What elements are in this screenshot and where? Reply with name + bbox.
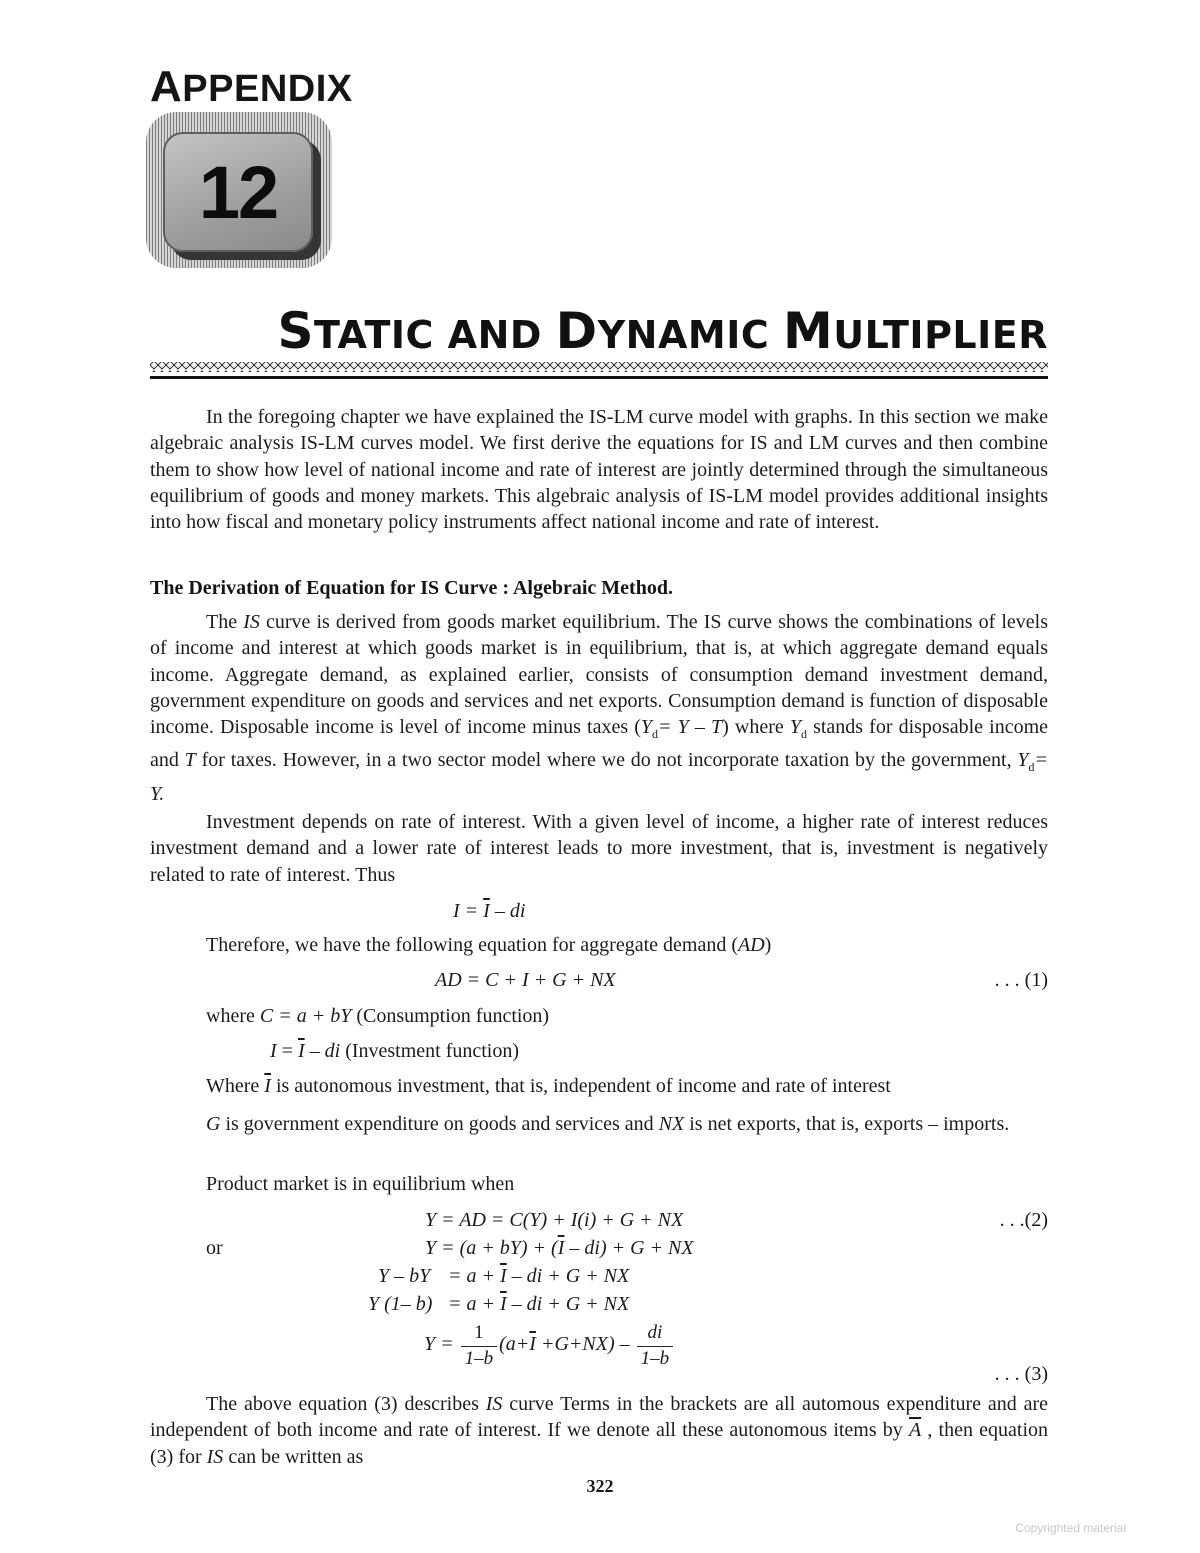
is-curve-paragraph: The IS curve is derived from goods market equilibrium. The IS curve shows the combinations of levels of income and interest at which goods market is in equilibrium, that is, at which aggregate demand equals income. Aggregate demand, as explained earlier, consists of consumption demand investment demand, government expenditure on goods and services and net exports. Consumption demand is function of disposable income. Disposable income is level of income minus taxes $(Y_d= Y - T)$ where $Y_d$ stands for disposable income and T for taxes. However, in a two sector model where we do not incorporate taxation by the government, $Y_d= Y$. <box>150 611 1049 805</box>
chapter-number: 12 <box>198 150 278 234</box>
fraction-interest: $\frac{di}{1-b}$ <box>637 1320 674 1371</box>
product-market-line: Product market is in equilibrium when <box>206 1173 515 1195</box>
autonomous-investment-line: Where $\overline{I}$ is autonomous investment, that is, independent of income and rate of interest <box>206 1075 891 1097</box>
decorative-divider <box>150 360 1048 384</box>
copyright-watermark: Copyrighted material <box>1015 1521 1126 1535</box>
fraction-multiplier: $\frac{1}{1-b}$ <box>461 1320 498 1371</box>
equation-y-one-minus-b: Y (1– b) <box>368 1293 433 1315</box>
equation-expanded: $Y = (a + bY) + (\overline{I} - di) + G$ + NX <box>425 1237 694 1259</box>
page-number: 322 <box>586 1476 614 1496</box>
equation-2-number: . . .(2) <box>999 1209 1048 1231</box>
therefore-line: Therefore, we have the following equation for aggregate demand (AD) <box>206 934 772 956</box>
equation-3-number: . . . (3) <box>994 1363 1048 1385</box>
equation-1-number: . . . (1) <box>994 969 1048 991</box>
equation-2: Y = AD = C(Y) + I(i) + G + NX <box>425 1209 684 1231</box>
consumption-function: where C = a + bY (Consumption function) <box>206 1005 550 1027</box>
appendix-label: APPENDIX <box>150 62 353 111</box>
chapter-title: STATIC AND DYNAMIC MULTIPLIER <box>277 302 1048 360</box>
intro-paragraph: In the foregoing chapter we have explained the IS-LM curve model with graphs. In this section we make algebraic analysis IS-LM curves model. We first derive the equations for IS and LM curves and then combine them to show how level of national income and rate of interest are jointly determined through the simultaneous equilibrium of goods and money markets. This algebraic analysis of IS-LM model provides additional insights into how fiscal and monetary policy instruments affect national income and rate of interest. <box>150 406 1048 534</box>
above-equation-paragraph: The above equation (3) describes IS curve Terms in the brackets are all automous expenditure and are independent of both income and rate of interest. If we denote all these autonomous items by $\overline{A}$ , then equation (3) for IS can be written as <box>150 1393 1049 1468</box>
investment-equation: $I = \overline{I}$ – di <box>453 900 526 922</box>
or-label: or <box>206 1237 223 1259</box>
equation-y-minus-by-rhs: = $a + \overline{I}$ – di + G + NX <box>448 1265 630 1287</box>
government-paragraph: G is government expenditure on goods and services and NX is net exports, that is, exports – imports. <box>206 1113 1010 1135</box>
equation-1: AD = C + I + G + NX <box>435 969 616 991</box>
investment-function: $I = \overline{I}$ – di (Investment function) <box>270 1040 520 1062</box>
equation-y-minus-by: Y – bY <box>378 1265 431 1287</box>
equation-y-one-minus-b-rhs: = $a + \overline{I}$ – di + G + NX <box>448 1293 630 1315</box>
investment-paragraph: Investment depends on rate of interest. With a given level of income, a higher rate of interest reduces investment demand and a lower rate of interest leads to more investment, that is, investment is negatively related to rate of interest. Thus <box>150 811 1048 886</box>
section-heading: The Derivation of Equation for IS Curve : Algebraic Method. <box>150 577 673 599</box>
equation-3: Y = $\frac{1}{1-b}$ $(a+\overline{I} +G+NX)$ – $\frac{di}{1-b}$ <box>424 1320 675 1371</box>
